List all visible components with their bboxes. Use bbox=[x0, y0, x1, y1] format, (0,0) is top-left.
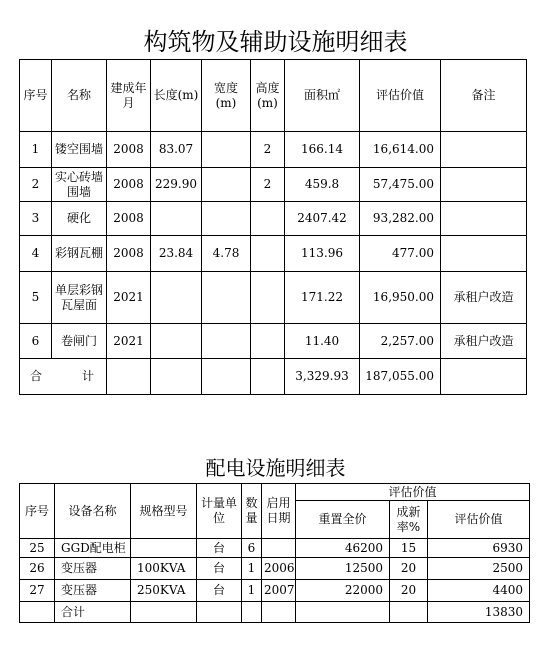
total-label-b: 计 bbox=[82, 369, 95, 383]
cell-height bbox=[251, 324, 285, 359]
power-equipment-table bbox=[19, 483, 530, 623]
cell-no: 4 bbox=[20, 236, 52, 272]
cell-qty: 6 bbox=[242, 539, 262, 558]
cell-name: 彩钢瓦棚 bbox=[52, 236, 107, 272]
cell-no: 25 bbox=[20, 539, 55, 558]
header-area: 面积㎡ bbox=[285, 60, 360, 132]
table-row bbox=[20, 168, 527, 202]
cell-length: 229.90 bbox=[151, 168, 202, 202]
cell-area: 113.96 bbox=[285, 236, 360, 272]
total-area: 3,329.93 bbox=[285, 359, 360, 395]
cell-year: 2008 bbox=[107, 132, 151, 168]
cell-remark bbox=[441, 236, 527, 272]
cell-year: 2021 bbox=[107, 324, 151, 359]
table1-total-row bbox=[20, 359, 527, 395]
cell-empty bbox=[262, 602, 296, 623]
header-width: 宽度(m) bbox=[202, 60, 251, 132]
cell-empty bbox=[20, 602, 55, 623]
cell-length bbox=[151, 324, 202, 359]
cell-height: 2 bbox=[251, 168, 285, 202]
total-value: 13830 bbox=[428, 602, 530, 623]
cell-unit: 台 bbox=[197, 539, 242, 558]
cell-remark bbox=[441, 168, 527, 202]
cell-empty bbox=[131, 602, 197, 623]
cell-date bbox=[262, 539, 296, 558]
table-row bbox=[20, 558, 530, 580]
table2-title: 配电设施明细表 bbox=[205, 456, 346, 480]
total-label-a: 合 bbox=[30, 369, 43, 383]
cell-empty bbox=[197, 602, 242, 623]
cell-value: 16,950.00 bbox=[360, 272, 441, 324]
cell-width bbox=[202, 324, 251, 359]
cell-value: 477.00 bbox=[360, 236, 441, 272]
cell-remark: 承租户改造 bbox=[441, 272, 527, 324]
cell-year: 2021 bbox=[107, 272, 151, 324]
cell-spec bbox=[131, 539, 197, 558]
table-row bbox=[20, 272, 527, 324]
cell-remark bbox=[441, 132, 527, 168]
cell-date: 2006 bbox=[262, 558, 296, 580]
cell-area: 2407.42 bbox=[285, 202, 360, 236]
cell-spec: 100KVA bbox=[131, 558, 197, 580]
cell-no: 2 bbox=[20, 168, 52, 202]
cell-rate: 20 bbox=[390, 580, 428, 602]
cell-replace: 22000 bbox=[296, 580, 390, 602]
table-row bbox=[20, 539, 530, 558]
cell-remark bbox=[441, 202, 527, 236]
header-spec: 规格型号 bbox=[131, 484, 197, 539]
cell-name: 镂空围墙 bbox=[52, 132, 107, 168]
total-label: 合计 bbox=[55, 602, 131, 623]
table1-header-row bbox=[20, 60, 527, 132]
cell-name: 变压器 bbox=[55, 558, 131, 580]
structures-table bbox=[19, 59, 527, 395]
cell-year: 2008 bbox=[107, 236, 151, 272]
cell-width bbox=[202, 132, 251, 168]
cell-length bbox=[151, 272, 202, 324]
cell-empty bbox=[441, 359, 527, 395]
header-date: 启用日期 bbox=[262, 484, 296, 539]
cell-name: 实心砖墙围墙 bbox=[52, 168, 107, 202]
total-value: 187,055.00 bbox=[360, 359, 441, 395]
cell-width bbox=[202, 168, 251, 202]
cell-value: 93,282.00 bbox=[360, 202, 441, 236]
header-length: 长度(m) bbox=[151, 60, 202, 132]
cell-no: 6 bbox=[20, 324, 52, 359]
header-qty: 数量 bbox=[242, 484, 262, 539]
cell-replace: 46200 bbox=[296, 539, 390, 558]
header-height: 高度(m) bbox=[251, 60, 285, 132]
cell-spec: 250KVA bbox=[131, 580, 197, 602]
cell-width: 4.78 bbox=[202, 236, 251, 272]
cell-name: GGD配电柜 bbox=[55, 539, 131, 558]
cell-height bbox=[251, 202, 285, 236]
header-value: 评估价值 bbox=[360, 60, 441, 132]
cell-empty bbox=[151, 359, 202, 395]
table-row bbox=[20, 202, 527, 236]
header-unit: 计量单位 bbox=[197, 484, 242, 539]
cell-replace: 12500 bbox=[296, 558, 390, 580]
cell-name: 硬化 bbox=[52, 202, 107, 236]
cell-no: 27 bbox=[20, 580, 55, 602]
header-name: 名称 bbox=[52, 60, 107, 132]
header-rate: 成新率% bbox=[390, 501, 428, 539]
cell-length: 83.07 bbox=[151, 132, 202, 168]
header-remark: 备注 bbox=[441, 60, 527, 132]
cell-year: 2008 bbox=[107, 168, 151, 202]
cell-name: 卷闸门 bbox=[52, 324, 107, 359]
header-name: 设备名称 bbox=[55, 484, 131, 539]
cell-value: 4400 bbox=[428, 580, 530, 602]
cell-unit: 台 bbox=[197, 580, 242, 602]
cell-width bbox=[202, 272, 251, 324]
header-year: 建成年月 bbox=[107, 60, 151, 132]
cell-area: 11.40 bbox=[285, 324, 360, 359]
cell-empty bbox=[242, 602, 262, 623]
table-row bbox=[20, 324, 527, 359]
cell-length: 23.84 bbox=[151, 236, 202, 272]
cell-height bbox=[251, 236, 285, 272]
cell-empty bbox=[202, 359, 251, 395]
cell-qty: 1 bbox=[242, 558, 262, 580]
cell-value: 6930 bbox=[428, 539, 530, 558]
header-value: 评估价值 bbox=[428, 501, 530, 539]
table2-total-row bbox=[20, 602, 530, 623]
cell-length bbox=[151, 202, 202, 236]
cell-no: 26 bbox=[20, 558, 55, 580]
cell-qty: 1 bbox=[242, 580, 262, 602]
cell-value: 57,475.00 bbox=[360, 168, 441, 202]
cell-value: 2,257.00 bbox=[360, 324, 441, 359]
cell-unit: 台 bbox=[197, 558, 242, 580]
cell-no: 5 bbox=[20, 272, 52, 324]
table-row bbox=[20, 132, 527, 168]
cell-date: 2007 bbox=[262, 580, 296, 602]
cell-area: 459.8 bbox=[285, 168, 360, 202]
table1-title: 构筑物及辅助设施明细表 bbox=[143, 28, 408, 56]
cell-width bbox=[202, 202, 251, 236]
header-value-group: 评估价值 bbox=[296, 484, 530, 501]
total-label bbox=[20, 359, 107, 395]
cell-empty bbox=[251, 359, 285, 395]
cell-no: 3 bbox=[20, 202, 52, 236]
header-no: 序号 bbox=[20, 484, 55, 539]
cell-height: 2 bbox=[251, 132, 285, 168]
header-no: 序号 bbox=[20, 60, 52, 132]
cell-area: 166.14 bbox=[285, 132, 360, 168]
header-replace: 重置全价 bbox=[296, 501, 390, 539]
cell-name: 单层彩钢瓦屋面 bbox=[52, 272, 107, 324]
cell-name: 变压器 bbox=[55, 580, 131, 602]
cell-height bbox=[251, 272, 285, 324]
cell-empty bbox=[390, 602, 428, 623]
cell-remark: 承租户改造 bbox=[441, 324, 527, 359]
cell-rate: 20 bbox=[390, 558, 428, 580]
cell-empty bbox=[107, 359, 151, 395]
cell-year: 2008 bbox=[107, 202, 151, 236]
cell-value: 2500 bbox=[428, 558, 530, 580]
table-row bbox=[20, 580, 530, 602]
cell-rate: 15 bbox=[390, 539, 428, 558]
cell-no: 1 bbox=[20, 132, 52, 168]
cell-empty bbox=[296, 602, 390, 623]
cell-value: 16,614.00 bbox=[360, 132, 441, 168]
cell-area: 171.22 bbox=[285, 272, 360, 324]
table2-header-row bbox=[20, 484, 530, 501]
table-row bbox=[20, 236, 527, 272]
